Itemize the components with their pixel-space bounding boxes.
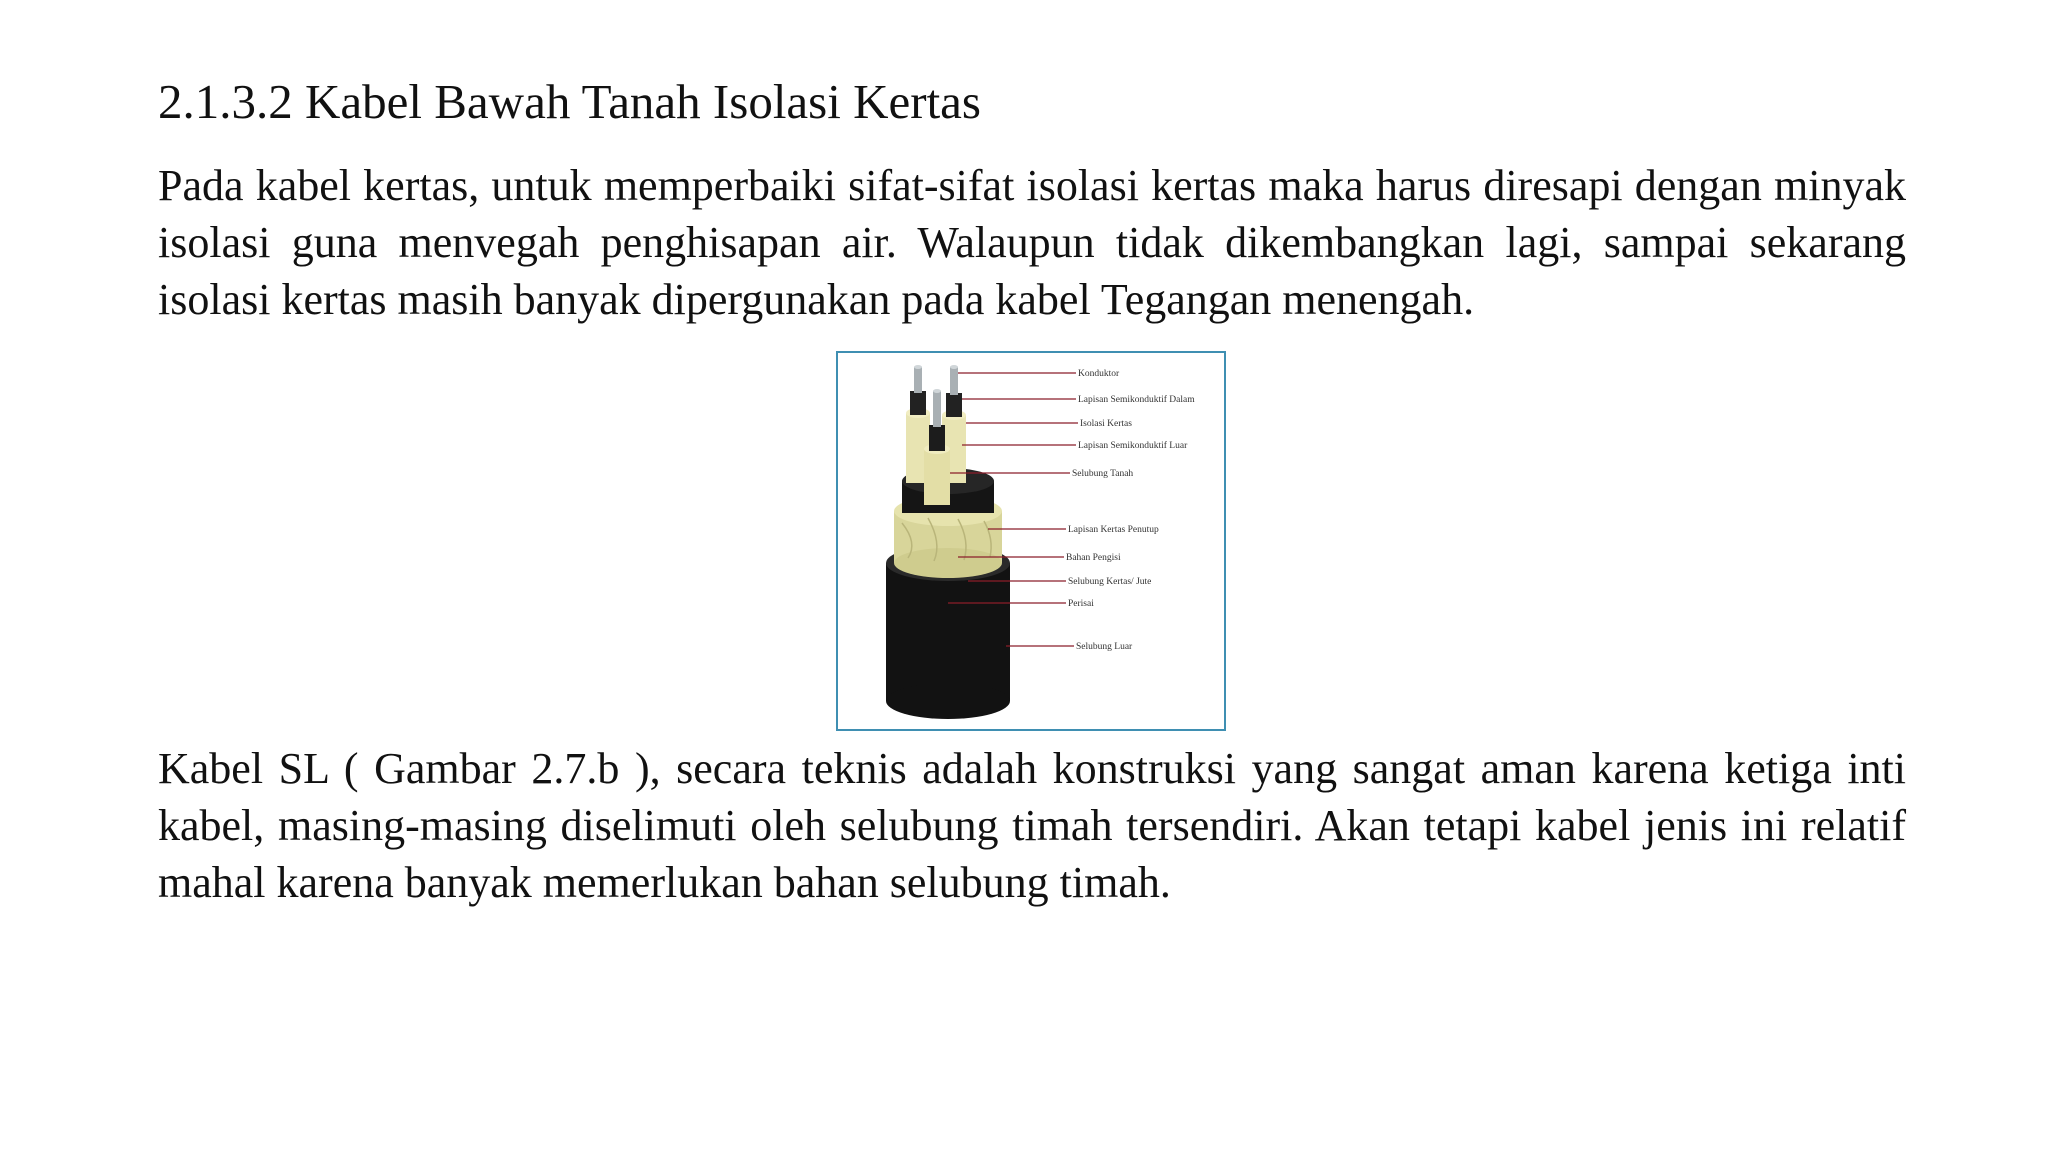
label-bahan-pengisi: Bahan Pengisi	[1066, 553, 1121, 563]
core-front-conductor-tip	[933, 389, 941, 393]
core-front-semicon	[929, 425, 945, 451]
label-lapisan-semikonduktif-dalam: Lapisan Semikonduktif Dalam	[1078, 395, 1195, 405]
cable-illustration	[838, 353, 1224, 729]
cable-cross-section-figure	[836, 351, 1226, 731]
paragraph-intro: Pada kabel kertas, untuk memperbaiki sifat-sifat isolasi kertas maka harus diresapi dengan minyak isolasi guna menvegah penghisapan air. Walaupun tidak dikembangkan lagi, sampai sekarang isolasi kertas masih banyak dipergunakan pada kabel Tegangan menengah.	[158, 161, 1906, 324]
core-left-conductor-tip	[914, 365, 922, 369]
core-front-insulation	[924, 449, 950, 505]
label-selubung-kertas-jute: Selubung Kertas/ Jute	[1068, 577, 1152, 587]
core-left-conductor	[914, 367, 922, 393]
paragraph-kabel-sl: Kabel SL ( Gambar 2.7.b ), secara teknis adalah konstruksi yang sangat aman karena ketiga inti kabel, masing-masing diselimuti oleh selubung timah tersendiri. Akan tetapi kabel jenis ini relatif mahal karena banyak memerlukan bahan selubung timah.	[158, 744, 1906, 907]
outer-sheath-bottom	[886, 683, 1010, 719]
label-isolasi-kertas: Isolasi Kertas	[1080, 419, 1132, 429]
core-right-conductor	[950, 367, 958, 395]
label-perisai: Perisai	[1068, 599, 1094, 609]
core-right-conductor-tip	[950, 365, 958, 369]
core-front-conductor	[933, 391, 941, 427]
label-konduktor: Konduktor	[1078, 369, 1120, 379]
outer-sheath-body	[886, 563, 1010, 701]
label-lapisan-semikonduktif-luar: Lapisan Semikonduktif Luar	[1078, 441, 1188, 451]
label-lapisan-kertas-penutup: Lapisan Kertas Penutup	[1068, 525, 1159, 535]
core-left-semicon	[910, 391, 926, 415]
section-heading: 2.1.3.2 Kabel Bawah Tanah Isolasi Kertas	[158, 74, 981, 129]
label-selubung-luar: Selubung Luar	[1076, 642, 1133, 652]
core-right-semicon	[946, 393, 962, 417]
label-selubung-tanah: Selubung Tanah	[1072, 469, 1134, 479]
